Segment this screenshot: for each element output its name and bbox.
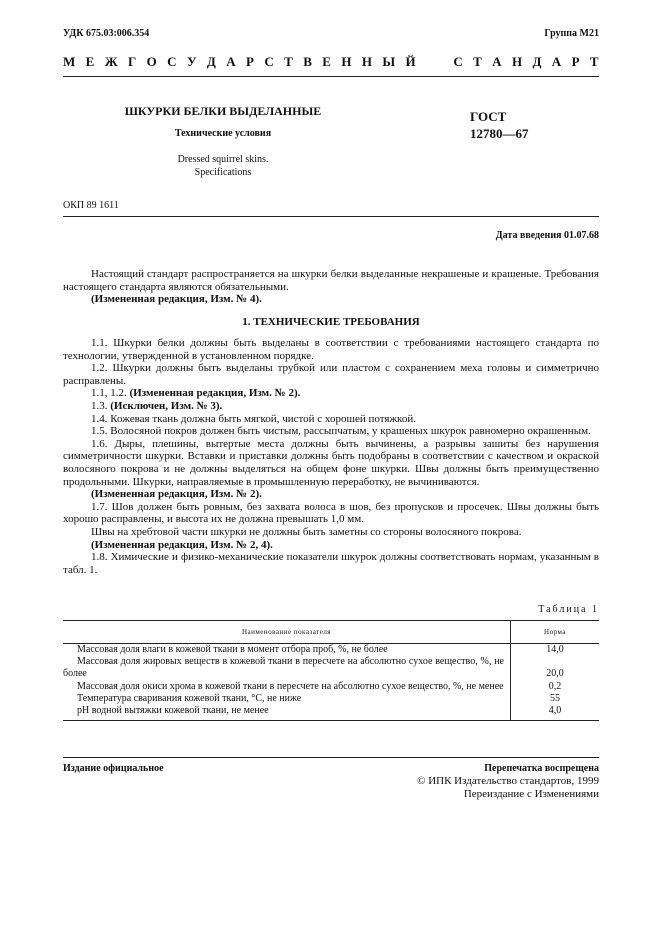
heading-letter: Н <box>361 54 372 69</box>
heading-letter: Ы <box>382 54 396 69</box>
indicator-cell: Температура сваривания кожевой ткани, °С, не ниже <box>77 692 302 704</box>
heading-letter: Д <box>532 54 542 69</box>
indicator-cell: Массовая доля жировых веществ в кожевой ткани в пересчете на абсолютно сухое вещество, %, не более <box>63 656 504 680</box>
clause-1-7: 1.7. Шов должен быть ровным, без захвата волоса в шов, без пропусков и просечек. Швы должны быть хорошо расправлены, и высота их не должна превышать 1,0 мм. <box>63 500 599 526</box>
standard-type-heading <box>63 54 599 70</box>
section-body <box>63 337 599 576</box>
norm-cell: 0,2 <box>511 681 600 693</box>
clause-1-6-note: (Измененная редакция, Изм. № 2). <box>91 488 262 501</box>
heading-letter: Р <box>246 54 254 69</box>
heading-letter: С <box>167 54 177 69</box>
norm-cell: 55 <box>511 693 600 705</box>
english-title-line1: Dressed squirrel skins. <box>177 154 269 165</box>
col-header-indicator: Наименование показателя <box>63 621 511 644</box>
amendment-note: (Исключен, Изм. № 3). <box>110 399 223 412</box>
heading-letter: Г <box>127 54 137 69</box>
clause-1-2: 1.2. Шкурки должны быть выделаны трубкой или пластом с сохранением меха головы и симметрично расправлены. <box>63 362 599 387</box>
heading-letter: Р <box>571 54 580 69</box>
intro-note: (Измененная редакция, Изм. № 4). <box>91 293 262 306</box>
table-row <box>63 705 599 721</box>
group-code: Группа М21 <box>544 28 599 39</box>
heading-letter <box>426 54 429 70</box>
indicator-cell: pH водной вытяжки кожевой ткани, не менее <box>63 705 511 721</box>
heading-letter: А <box>551 54 562 69</box>
heading-letter: Т <box>589 54 599 69</box>
heading-letter: В <box>303 54 312 69</box>
heading-letter: А <box>226 54 236 69</box>
heading-letter: Й <box>405 54 416 69</box>
header-rule <box>63 76 599 77</box>
table-row <box>63 644 599 657</box>
intro-date-label: Дата введения <box>495 230 562 241</box>
indicators-table <box>63 620 599 721</box>
okp-code: ОКП 89 1611 <box>63 200 119 211</box>
heading-letter: С <box>453 54 463 69</box>
heading-letter: Е <box>322 54 331 69</box>
heading-letter: У <box>186 54 197 69</box>
norm-cell: 14,0 <box>511 644 600 657</box>
heading-letter: М <box>63 54 76 69</box>
intro-date <box>496 230 599 241</box>
udk-code: УДК 675.03:006.354 <box>63 28 150 39</box>
heading-letter: Ж <box>104 54 118 69</box>
indicator-cell: Массовая доля окиси хрома в кожевой ткани в пересчете на абсолютно сухое вещество, %, не менее <box>77 680 504 692</box>
clause-prefix: 1.3. <box>91 399 108 412</box>
table-caption: Таблица 1 <box>538 604 599 615</box>
english-title-line2: Specifications <box>194 167 252 178</box>
intro-date-value: 01.07.68 <box>564 230 599 241</box>
col-header-norm: Норма <box>511 621 600 644</box>
reprint-notice: Перепечатка воспрещена <box>484 763 599 774</box>
intro-paragraph <box>63 268 599 306</box>
heading-letter: О <box>146 54 157 69</box>
table-row <box>63 681 599 693</box>
amendment-note: (Измененная редакция, Изм. № 2). <box>129 387 301 400</box>
norm-cell: 20,0 <box>511 656 600 680</box>
document-title: ШКУРКИ БЕЛКИ ВЫДЕЛАННЫЕ <box>124 104 322 118</box>
heading-letter <box>440 54 443 70</box>
heading-letter: Е <box>85 54 95 69</box>
okp-rule <box>63 216 599 217</box>
heading-letter: Т <box>284 54 293 69</box>
clause-1-4: 1.4. Кожевая ткань должна быть мягкой, чистой с хорошей потяжкой. <box>91 412 416 425</box>
publisher-block <box>417 762 599 801</box>
heading-letter: Н <box>511 54 523 69</box>
copyright-line: © ИПК Издательство стандартов, 1999 <box>417 775 599 787</box>
clause-prefix: 1.1, 1.2. <box>91 387 127 400</box>
norm-cell: 4,0 <box>511 705 600 721</box>
indicator-cell: Массовая доля влаги в кожевой ткани в момент отбора проб, %, не более <box>77 644 388 655</box>
table-row <box>63 656 599 680</box>
heading-letter: Т <box>473 54 482 69</box>
clause-1-8: 1.8. Химические и физико-механические показатели шкурок должны соответствовать нормам, указанным в табл. 1. <box>63 551 599 576</box>
clause-1-5: 1.5. Волосяной покров должен быть чистым, рассыпчатым, у крашеных шкурок равномерно окрашенным. <box>91 425 591 438</box>
section-heading: 1. ТЕХНИЧЕСКИЕ ТРЕБОВАНИЯ <box>242 316 420 328</box>
table-row <box>63 693 599 705</box>
clause-1-1-1-2 <box>63 387 599 400</box>
heading-letter: А <box>492 54 502 69</box>
official-edition: Издание официальное <box>63 763 164 774</box>
heading-letter: С <box>264 54 274 69</box>
document-subtitle: Технические условия <box>174 128 272 139</box>
intro-text: Настоящий стандарт распространяется на шкурки белки выделанные некрашеные и крашеные. Требования настоящего стандарта являются обязательными. <box>63 268 599 293</box>
clause-1-1: 1.1. Шкурки белки должны быть выделаны в соответствии с требованиями настоящего стандарта по технологии, утвержденной в установленном порядке. <box>63 337 599 362</box>
heading-letter: Д <box>206 54 216 69</box>
footer-rule <box>63 757 599 758</box>
gost-number: 12780—67 <box>470 126 529 141</box>
clause-1-3 <box>63 400 599 413</box>
clause-1-7b: Швы на хребтовой части шкурки не должны быть заметны со стороны волосяного покрова. <box>91 525 522 538</box>
heading-letter: Н <box>341 54 352 69</box>
gost-designation <box>470 108 529 142</box>
reissue-line: Переиздание с Изменениями <box>463 788 599 800</box>
clause-1-6: 1.6. Дыры, плешины, вытертые места должны быть вычинены, а разрывы зашиты без нарушения симметричности шкурки. Вставки и приставки должны быть подобраны в соответствии с качеством и окраской волосяного покрова и не должны выделяться на общем фоне шкурки. Швы должны быть преимущественно продольными. Шкурки, направляемые в промышленную переработку, не вычиниваются. <box>63 437 599 488</box>
english-title <box>63 153 383 179</box>
clause-1-7-note: (Измененная редакция, Изм. № 2, 4). <box>91 538 273 551</box>
gost-label: ГОСТ <box>470 109 507 124</box>
